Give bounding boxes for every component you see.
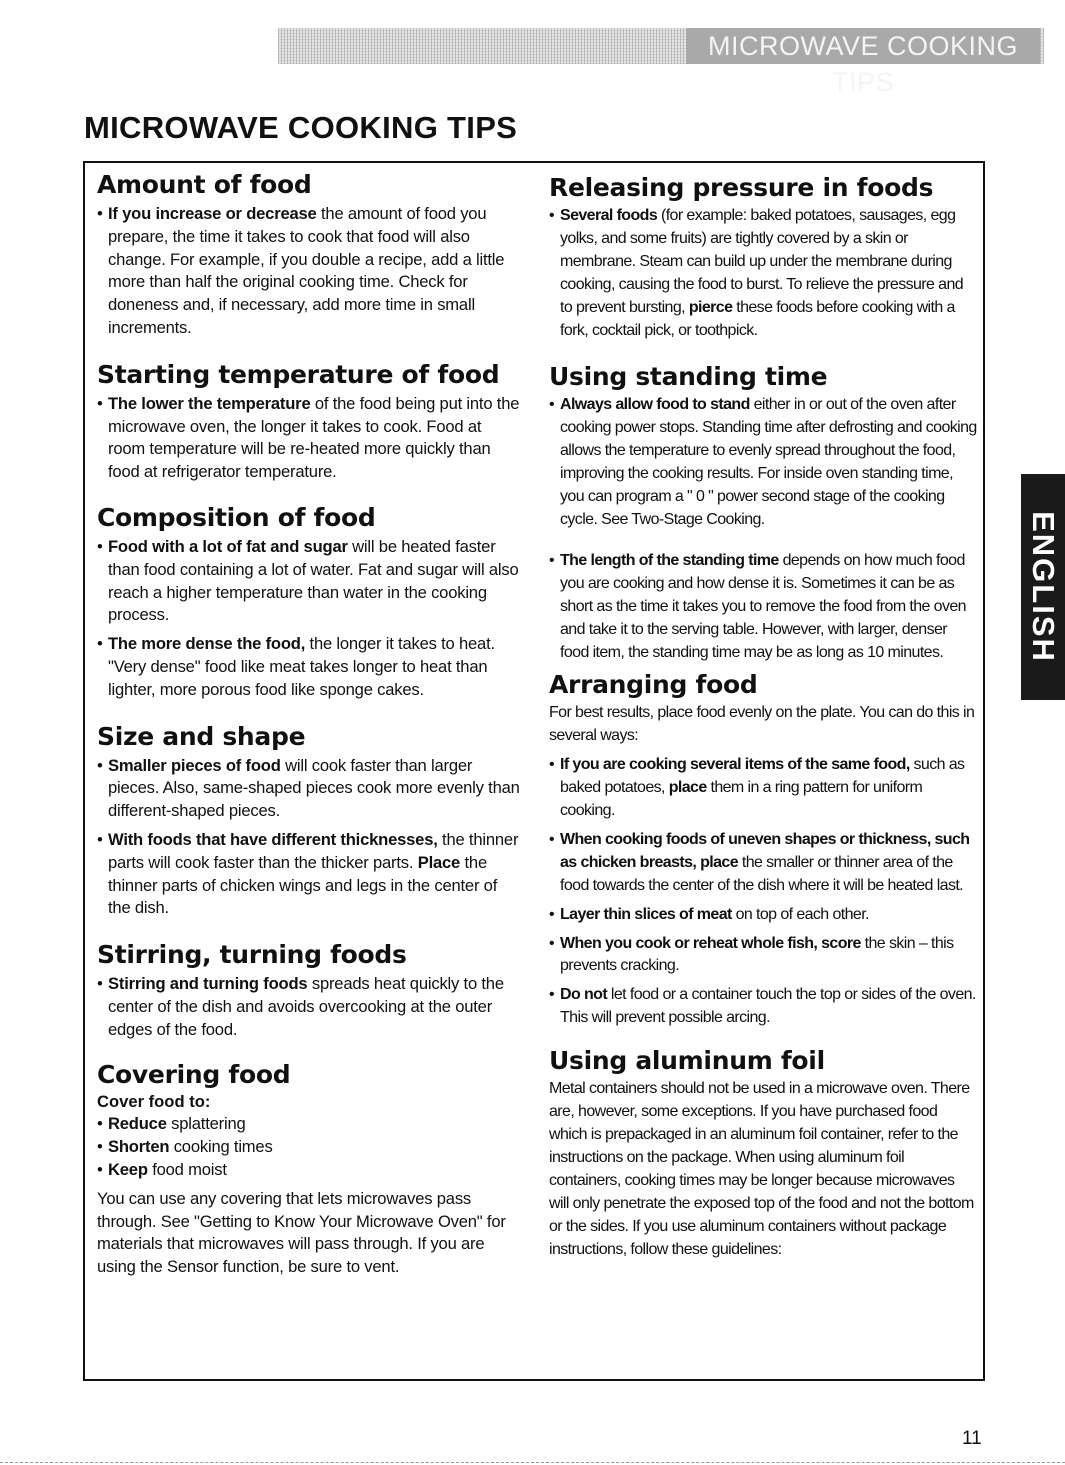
bullet-item [97,1113,522,1136]
body-text: the thinner parts of chicken wings and legs in the center of the dish. [108,852,498,918]
bullet-item [97,203,522,340]
bullet-item [549,205,977,342]
bullet-item [549,904,977,927]
bullet-item [97,829,522,920]
bullet-item [549,984,977,1030]
bullet-item [549,394,977,531]
body-text: splattering [166,1114,246,1134]
lead-in: When cooking foods of uneven shapes or thickness, such as chicken breasts, place [560,830,970,871]
bullet-item [97,393,522,484]
bullet-item [97,755,522,823]
body-text: spreads heat quickly to the center of the dish and avoids overcooking at the outer edges of the food. [108,974,504,1039]
body-text: will cook faster than larger pieces. Also, same-shaped pieces cook more evenly than different-shaped pieces. [108,755,520,821]
section-covering-food [97,1060,522,1279]
body-text: depends on how much food you are cooking and how dense it is. Sometimes it can be as short as the time it takes you to remove the food from the oven and take it to the serving table. However, with larger, denser food item, the standing time may be as long as 10 minutes. [560,551,966,661]
section-heading: Releasing pressure in foods [549,173,934,202]
page-number: 11 [962,1428,982,1449]
bullet-dot: • [97,1114,103,1134]
body-text: of the food being put into the microwave oven, the longer it takes to cook. Food at room temperature will be re-heated more quickly than food at refrigerator temperature. [108,393,520,482]
lead-in: pierce [688,298,733,316]
body-text: let food or a container touch the top or sides of the oven. This will prevent possible arcing. [560,986,976,1027]
body-text: on top of each other. [731,905,869,923]
section-stirring-turning [97,940,522,1041]
body-text: the longer it takes to heat. "Very dense" food like meat takes longer to heat than lighter, more porous food like sponge cakes. [108,634,495,699]
lead-in: The length of the standing time [560,551,779,569]
section-aluminum-foil [549,1046,977,1261]
lead-in: Stirring and turning foods [108,974,308,994]
body-text: such as baked potatoes, [560,756,965,797]
bullet-item [549,933,977,979]
header-band-label: MICROWAVE COOKING TIPS [686,28,1040,64]
body-text: these foods before cooking with a fork, cocktail pick, or toothpick. [560,298,955,339]
body-text: cooking times [169,1137,273,1157]
bullet-dot: • [549,986,555,1004]
body-text: either in or out of the oven after cooking power stops. Standing time after defrosting and cooking allows the temperature to evenly spread throughout the food, improving the cooking results. For inside oven standing time, you can program a " 0 " power second stage of the cooking cycle. See Two-Stage Cooking. [560,396,977,528]
section-heading: Starting temperature of food [97,359,500,389]
paragraph: You can use any covering that lets microwaves pass through. See "Getting to Know Your Microwave Oven" for materials that microwaves will pass through. If you are using the Sensor function, be sure to vent. [97,1188,506,1277]
language-tab-label: ENGLISH [1026,511,1061,663]
section-arranging-food [549,670,977,1030]
lead-in: Always allow food to stand [560,396,750,414]
bullet-dot: • [549,207,555,224]
lead-in: When you cook or reheat whole fish, score [560,934,861,952]
lead-in: Keep [108,1159,148,1179]
lead-in: Reduce [108,1114,167,1134]
lead-in: place [668,779,707,797]
lead-in: The lower the temperature [108,393,311,413]
left-column [97,170,522,1279]
lead-in: Shorten [108,1137,170,1157]
section-heading: Covering food [97,1059,291,1089]
section-heading: Composition of food [97,502,376,532]
bullet-dot: • [97,829,103,849]
bullet-dot: • [549,551,555,569]
section-size-and-shape [97,722,522,921]
body-text: the skin – this prevents cracking. [560,934,954,975]
bullet-dot: • [97,974,103,994]
body-text: food moist [147,1159,227,1179]
body-text: the smaller or thinner area of the food towards the center of the dish where it will be heated last. [560,853,964,894]
bullet-dot: • [97,634,103,654]
bullet-dot: • [97,755,103,775]
section-heading: Arranging food [549,670,758,700]
bullet-dot: • [97,536,103,556]
bullet-dot: • [97,204,103,223]
lead-in: Smaller pieces of food [108,755,281,775]
bullet-item [97,1159,522,1182]
lead-in: If you increase or decrease [108,204,317,223]
lead-in: The more dense the food, [108,634,306,654]
lead-in: Food with a lot of fat and sugar [108,536,348,556]
paragraph: For best results, place food evenly on the plate. You can do this in several ways: [549,704,975,745]
body-text: the amount of food you prepare, the time it takes to cook that food will also change. For example, if you double a recipe, add a little more than half the original cooking time. Check for doneness and, if necessary, add more time in small increments. [108,204,505,337]
bullet-item [549,829,977,898]
bullet-item [97,633,522,701]
body-text: the thinner parts will cook faster than the thicker parts. [108,829,519,872]
body-text: them in a ring pattern for uniform cooking. [560,779,923,820]
section-releasing-pressure [549,173,977,342]
bullet-item [97,973,522,1041]
lead-in: Do not [560,986,608,1004]
lead-in: With foods that have different thicknesses, [108,829,438,849]
bullet-dot: • [549,396,555,414]
section-starting-temperature [97,360,522,484]
lead-in: If you are cooking several items of the same food, [560,756,910,774]
body-text: (for example: baked potatoes, sausages, egg yolks, and some fruits) are tightly covered by a skin or membrane. Steam can build up under the membrane during cooking, causing the food to burst. To relieve the pressure and to prevent bursting, [560,207,964,316]
bullet-item [97,536,522,627]
bullet-item [549,754,977,823]
bullet-dot: • [549,756,555,774]
bullet-item [97,1136,522,1159]
bullet-dot: • [97,393,103,413]
lead-in: Several foods [560,207,658,224]
right-column [549,173,977,1261]
body-text: will be heated faster than food containing a lot of water. Fat and sugar will also reach a higher temperature than water in the cooking process. [108,536,519,625]
paragraph: Metal containers should not be used in a microwave oven. There are, however, some exceptions. If you have purchased food which is prepackaged in an aluminum foil container, refer to the instructions on the package. When using aluminum foil containers, cooking times may be longer because microwaves will only penetrate the exposed top of the food and not the bottom or the sides. If you use aluminum containers without package instructions, follow these guidelines: [549,1080,974,1258]
section-heading: Using standing time [549,362,828,392]
cover-food-label: Cover food to: [97,1091,211,1111]
bullet-dot: • [97,1159,103,1179]
section-heading: Stirring, turning foods [97,940,407,970]
lead-in: Layer thin slices of meat [560,905,732,923]
section-heading: Using aluminum foil [549,1046,825,1076]
bullet-dot: • [549,830,555,848]
section-heading: Amount of food [97,170,312,199]
section-amount-of-food [97,170,522,340]
bullet-item [549,550,977,665]
bottom-rule [0,1462,1065,1463]
bullet-dot: • [549,934,555,952]
bullet-dot: • [97,1137,103,1157]
section-standing-time [549,362,977,664]
lead-in: Place [417,852,461,872]
page-title: MICROWAVE COOKING TIPS [84,110,518,145]
section-composition-of-food [97,503,522,702]
bullet-dot: • [549,905,555,923]
section-heading: Size and shape [97,721,306,751]
